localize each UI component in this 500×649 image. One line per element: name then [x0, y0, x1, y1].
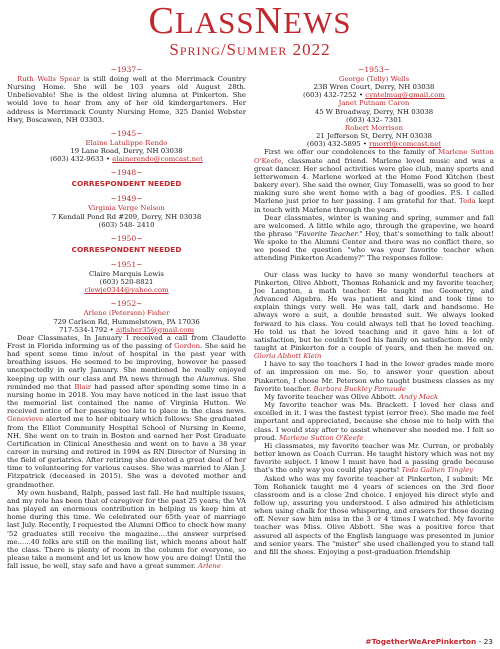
signature: Marlene Sutton O'Keefe: [279, 433, 364, 442]
correspondent-address: 7 Kendall Pond Rd #209, Derry, NH 03038: [51, 212, 202, 221]
correspondent-name: Janet Putnam Caron: [338, 99, 410, 108]
signature: Teda Gallien Tingley: [401, 466, 474, 475]
year-heading-1952: ~1952~: [110, 299, 143, 309]
class-1953-paragraph-2: Dear classmates, winter is waning and spring, summer and fall are welcomed. A little while ago, through the grapevine, we heard the phrase "Favorite Teacher." Hey, that's something to talk about! We spoke to the Alumni Center and there was no conflict there, so we posed the question "who was your favorite teacher when attending Pinkerton Academy?" The responses follow:: [254, 213, 494, 263]
name-mention: Genevieve: [7, 415, 44, 424]
masthead-subtitle: Spring/Summer 2022: [169, 40, 331, 59]
class-1952-paragraph-1: Dear Classmates, In January I received a call from Claudette Frost in Florida informing us of the passing of Gordon. She said he had spent some time in/out of hospital in the past year with breathing issues. He seemed to be improving, however he passed unexpectedly in early January. She mentioned he really enjoyed keeping up with our class and PA news through the Alumnus. She reminded me that Blair had passed after spending some time in a nursing home in 2018. You may have noticed in the last issue that the memorial list contained the name of Virginia Hutton. We received notice of her passing too late to place in the class news. Genevieve alerted me to her obituary which follows: She graduated from the Elliot Community Hospital School of Nursing in Keene, NH. She went on to train in Boston and earned her Post Graduate Certification in Clinical Anesthesia and went on to have a 38 year career in nursing and retired in 1994 as RN Director of Nursing in the field of geriatrics. After retiring she devoted a great deal of her time to volunteering for various causes. She was married to Alan J. Fitzpatrick (deceased in 2015). She was a devoted mother and grandmother.: [7, 333, 247, 489]
email-link[interactable]: ajfisher35@gmail.com: [115, 325, 194, 334]
correspondent-address: 23B Wren Court, Derry, NH 03038: [313, 83, 435, 92]
year-heading-1937: ~1937~: [110, 65, 143, 74]
title-letter: C: [148, 0, 175, 42]
year-heading-1945: ~1945~: [110, 128, 143, 138]
masthead-title: [0, 0, 500, 42]
correspondent-needed: CORRESPONDENT NEEDED: [71, 179, 182, 189]
response-1: Our class was lucky to have so many wonderful teachers at Pinkerton, Olive Abbott, Thomas Rohanick and my favorite teacher, Joe Langton, a math teacher. He taught me Geometry, and Advanced Algebra. He was patient and kind and took time to explain things very well. He was tall, dark and handsome. He always wore a suit, a double breasted suit. We always looked forward to his class. You could always tell that he loved teaching. He told us that he loved teaching and it gave him a lot of satisfaction, but he couldn't feed his family on satisfaction. He only taught at Pinkerton for a couple of years, and then he moved on. Gloria Abbott Klein: [254, 270, 494, 361]
note-text: is still doing well at the Merrimack Country Nursing Home. She will be 103 years old August 28th. Unbelievable! She is the oldest living alumna at Pinkerton. She would love to hear from any of her old kindergarteners. Her address is Merrimack County Nursing Home, 325 Daniel Webster Hwy, Boscawen, NH 03303.: [7, 75, 246, 124]
correspondent-contact: (603) 432-7252 • cyntelmug@gmail.com: [303, 91, 445, 100]
year-heading-1948: ~1948~: [110, 168, 143, 178]
page-number: - 23: [476, 637, 493, 646]
response-3: My favorite teacher was Olive Abbott. Andy Mack: [264, 392, 439, 401]
signature: Gloria Abbott Klein: [254, 352, 322, 361]
correspondent-contact: [7, 326, 246, 334]
correspondent-name: Elaine Latulippe Rendo: [85, 138, 168, 147]
masthead: [0, 0, 500, 60]
year-heading-1950: ~1950~: [110, 233, 143, 243]
title-part: EWS: [283, 5, 352, 40]
correspondent-name: Arlene (Peterson) Fisher: [83, 309, 170, 318]
email-link[interactable]: cyntelmug@gmail.com: [365, 91, 445, 100]
title-letter: N: [254, 0, 284, 42]
year-heading-1949: ~1949~: [110, 194, 143, 204]
correspondent-address: 21 Jefferson St, Derry, NH 03038: [316, 132, 432, 141]
page-footer: [365, 637, 493, 646]
phone: (603) 432-9633 •: [50, 155, 113, 164]
name-mention: Marlene Sutton O'Keefe: [254, 148, 494, 165]
response-6: Asked who was my favorite teacher at Pinkerton, I submit: Mr. Tom Rohanick taught me 4 years of sciences on the 3rd floor classroom and is a close 2nd choice. I enjoyed his direct style and follow up, assuring you understood. I also admired his athleticism when using chalk for those whispering, and erasers for those dozing off. Never saw him miss in the 3 or 4 times I watched. My favorite teacher was Miss. Olive Abbott. She was a positive force that assured all aspects of the English language was presented in junior and senior years. The "mister" she used challenged you to stand tall and fill the shoes. Enjoying a post-graduation friendship: [254, 474, 494, 556]
class-1937-note: [7, 75, 246, 124]
correspondent-phone: (603) 520-8821: [99, 278, 154, 287]
phone: 717-534-1792 •: [59, 325, 116, 334]
correspondent-address: 729 Carlson Rd, Hummelstown, PA 17036: [53, 317, 200, 326]
left-column: [7, 64, 246, 570]
name-mention: Teda: [459, 197, 476, 206]
correspondent-address: 45 W Broadway, Derry, NH 03038: [314, 107, 434, 116]
right-column: [254, 64, 494, 556]
correspondent-address: 19 Lane Road, Derry, NH 03038: [70, 147, 183, 156]
year-heading-1953: ~1953~: [357, 65, 391, 74]
correspondent-phone: (603) 432- 7301: [346, 115, 402, 124]
year-heading-1951: ~1951~: [110, 259, 143, 269]
hashtag: #TogetherWeArePinkerton: [365, 637, 477, 646]
email-link[interactable]: elainerendo@comcast.net: [112, 155, 203, 164]
correspondent-name: George (Telly) Wells: [338, 75, 410, 83]
correspondent-contact: (603) 432-5895 • rmorrl@comcast.net: [306, 140, 442, 149]
correspondent-needed: CORRESPONDENT NEEDED: [71, 244, 182, 254]
signature: Arlene: [197, 562, 221, 571]
magazine-title: Alumnus: [197, 374, 228, 383]
correspondent-phone: (603) 548- 2410: [98, 220, 155, 229]
response-4: My favorite teacher was Ms. Brackett. I loved her class and excelled in it. I was the fastest typist (error free). She made me feel important and appreciated, because she chose me to help with the class. I would stay after to assist whenever she needed me. I felt so proud. Marlene Sutton O'Keefe: [254, 401, 494, 442]
email-link[interactable]: clewje0344@yahoo.com: [84, 286, 169, 295]
correspondent-contact: [7, 155, 246, 163]
signature: Barbara Buckley Pamaude: [313, 384, 406, 393]
correspondent-name: Robert Morrison: [344, 123, 404, 132]
classmate-name: Ruth Wells Spear: [17, 75, 81, 83]
response-5: Hi classmates, my favorite teacher was Mr. Curran, or probably better known as Coach Curran. He taught history which was not my favorite subject. I know I must have had a passing grade because that's the only way you could play sports! Teda Gallien Tingley: [254, 441, 494, 475]
class-1953-paragraph-1: First we offer our condolences to the family of Marlene Sutton O'Keefe, classmate and friend. Marlene loved music and was a great dancer. Her school activities were glee club, many sports and letterwomen 4. Marlene worked at the Home Food Kitchen (best bakery ever). She said the owner, Guy Tomaselli, was so good to her making sure she went home with a bag of goodies. P.S. I called Marlene just prior to her passing. I am grateful for that. Teda kept in touch with Marlene through the years.: [254, 148, 495, 214]
correspondent-name: Claire Marquis Lewis: [89, 269, 164, 278]
email-link[interactable]: rmorrl@comcast.net: [369, 140, 442, 149]
signature: Andy Mack: [399, 392, 439, 401]
title-part: LASS: [174, 5, 255, 40]
correspondent-name: Virginia Verge Nelson: [88, 204, 165, 213]
class-1952-paragraph-2: My own husband, Ralph, passed last fall. He had multiple issues, and my role has been that of caregiver for the past 25 years; the VA has played an enormous contribution in helping us keep him at home during this time. We celebrated our 65th year of marriage last July. Recently, I requested the Alumni Office to check how many '52 graduates still receive the magazine....the answer surprised me......40 folks are still on the mailing list, which means about half the class. There is plenty of room in the column for everyone, so please take a moment and let us know how you are doing! Until the fall issue, be well, stay safe and have a great summer. Arlene: [7, 488, 246, 571]
response-2: I have to say the teachers I had in the lower grades made more of an impression on me. So, to answer your question about Pinkerton, I chose Mr. Peterson who taught business classes as my favorite teacher. Barbara Buckley Pamaude: [254, 360, 494, 393]
name-mention: Blair: [74, 382, 92, 391]
name-mention: Gordon: [174, 341, 201, 350]
